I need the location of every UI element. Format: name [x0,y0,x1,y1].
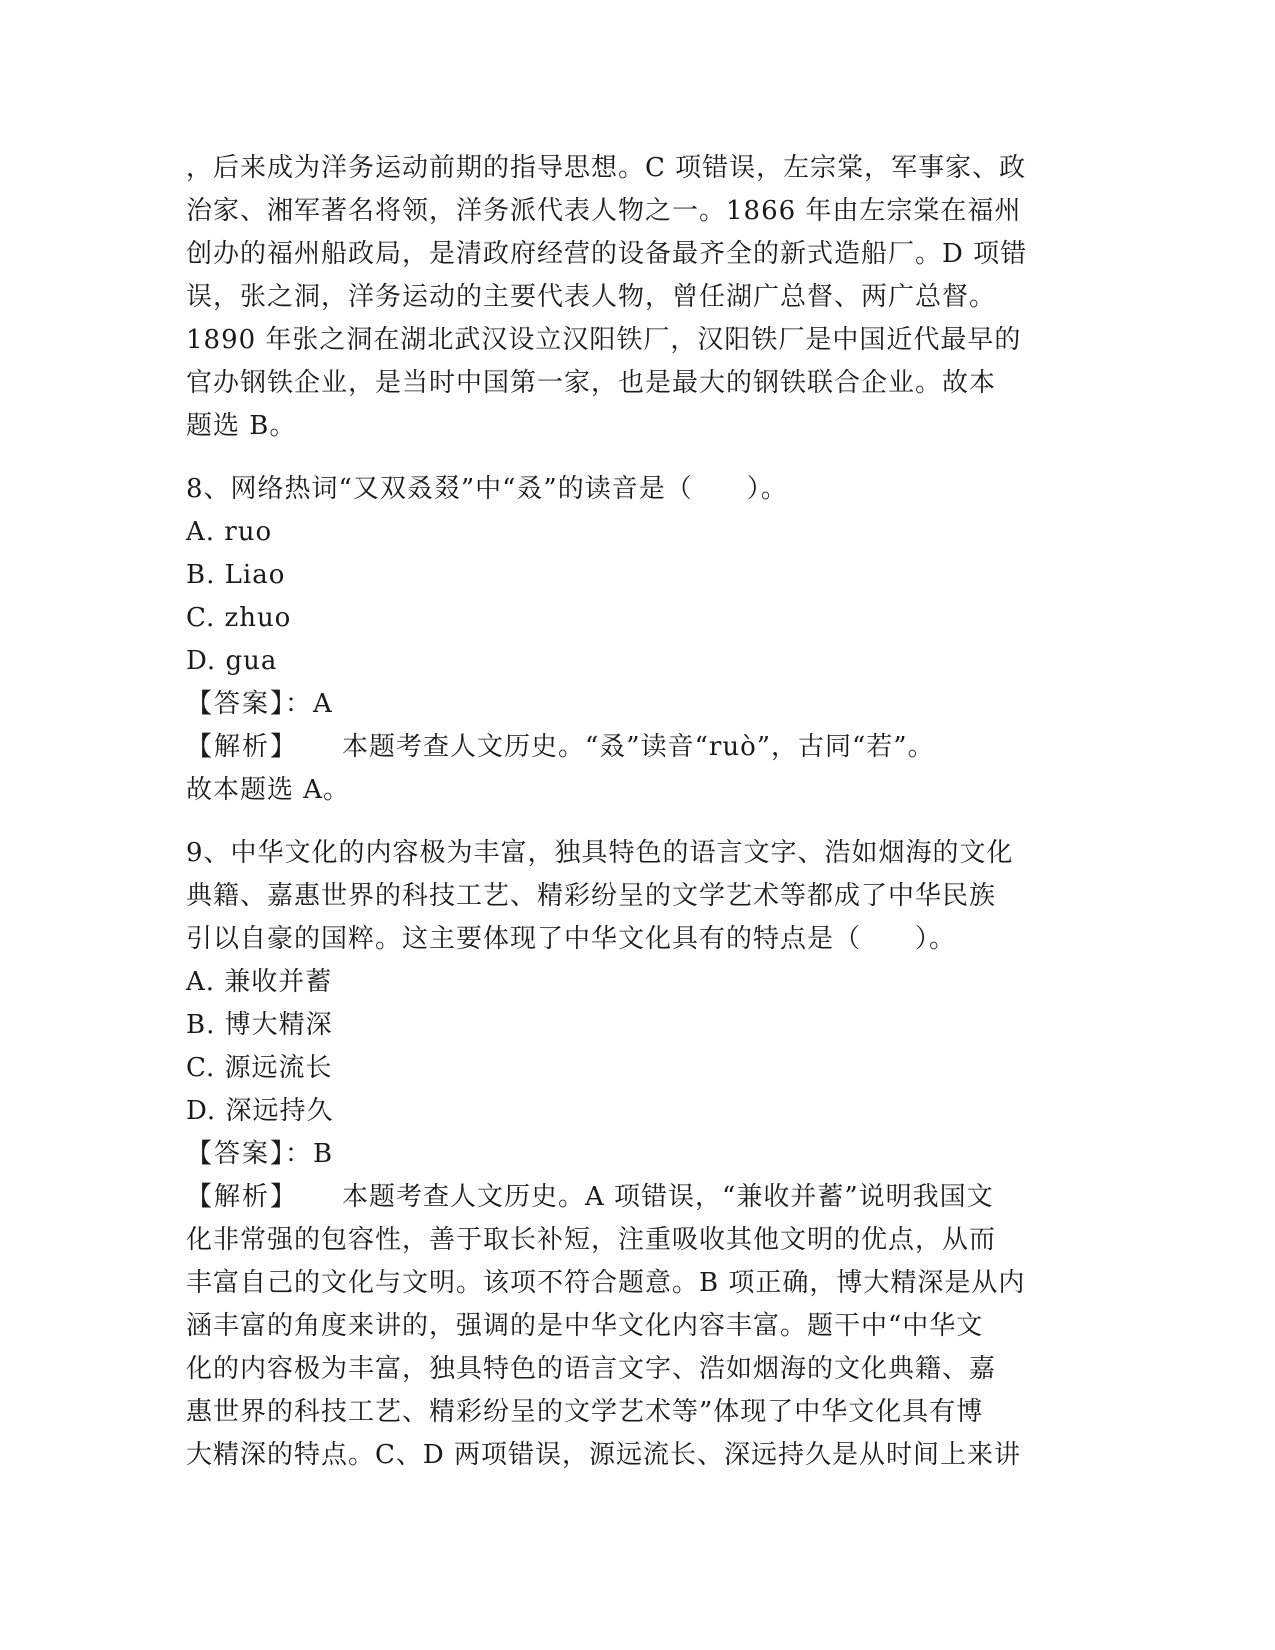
question-text: 引以自豪的国粹。这主要体现了中华文化具有的特点是（ ）。 [186,924,957,954]
text-line: 题选 B。 [186,411,297,441]
option-a: A. ruo [186,517,273,547]
analysis-text: 本题考查人文历史。“叒”读音“ruò”，古同“若”。 [342,732,935,762]
option-c: C. zhuo [186,603,292,633]
option-c: C. 源远流长 [186,1053,333,1083]
analysis-text: 丰富自己的文化与文明。该项不符合题意。B 项正确，博大精深是从内 [186,1268,1026,1298]
analysis-text: 本题考查人文历史。A 项错误，“兼收并蓄”说明我国文 [342,1182,994,1212]
answer-label: 【答案】： [186,689,314,719]
text-line: 官办钢铁企业，是当时中国第一家，也是最大的钢铁联合企业。故本 [186,368,997,398]
text-line: 创办的福州船政局，是清政府经营的设备最齐全的新式造船厂。D 项错 [186,239,1028,269]
question-text: 典籍、嘉惠世界的科技工艺、精彩纷呈的文学艺术等都成了中华民族 [186,881,997,911]
analysis-text: 化非常强的包容性，善于取长补短，注重吸收其他文明的优点，从而 [186,1225,997,1255]
analysis-text: 涵丰富的角度来讲的，强调的是中华文化内容丰富。题干中“中华文 [186,1311,984,1341]
text-line: ，后来成为洋务运动前期的指导思想。C 项错误，左宗棠，军事家、政 [186,153,1027,183]
option-b: B. 博大精深 [186,1010,333,1040]
option-d: D. 深远持久 [186,1096,334,1126]
text-line: 治家、湘军著名将领，洋务派代表人物之一。1866 年由左宗棠在福州 [186,196,1022,226]
text-line: 1890 年张之洞在湖北武汉设立汉阳铁厂，汉阳铁厂是中国近代最早的 [186,325,1022,355]
analysis-label: 【解析】 [186,732,299,762]
analysis-text: 化的内容极为丰富，独具特色的语言文字、浩如烟海的文化典籍、嘉 [186,1354,997,1384]
analysis-line [186,1176,1086,1219]
previous-explanation [186,147,1086,448]
answer-value: B [313,1139,334,1169]
option-b: B. Liao [186,560,286,590]
analysis-text: 故本题选 A。 [186,775,351,805]
question-8 [186,468,1086,812]
question-9 [186,832,1086,1477]
answer-line [186,1133,1086,1176]
analysis-text: 大精深的特点。C、D 两项错误，源远流长、深远持久是从时间上来讲 [186,1440,1022,1470]
document-page [186,147,1086,1477]
analysis-line [186,726,1086,769]
answer-label: 【答案】： [186,1139,314,1169]
analysis-label: 【解析】 [186,1182,299,1212]
answer-value: A [313,689,333,719]
option-a: A. 兼收并蓄 [186,967,333,997]
analysis-text: 惠世界的科技工艺、精彩纷呈的文学艺术等”体现了中华文化具有博 [186,1397,984,1427]
question-text: 9、中华文化的内容极为丰富，独具特色的语言文字、浩如烟海的文化 [186,838,1014,868]
text-line: 误，张之洞，洋务运动的主要代表人物，曾任湖广总督、两广总督。 [186,282,997,312]
question-text: 8、网络热词“又双叒叕”中“叒”的读音是（ ）。 [186,474,788,504]
answer-line [186,683,1086,726]
option-d: D. gua [186,646,278,676]
